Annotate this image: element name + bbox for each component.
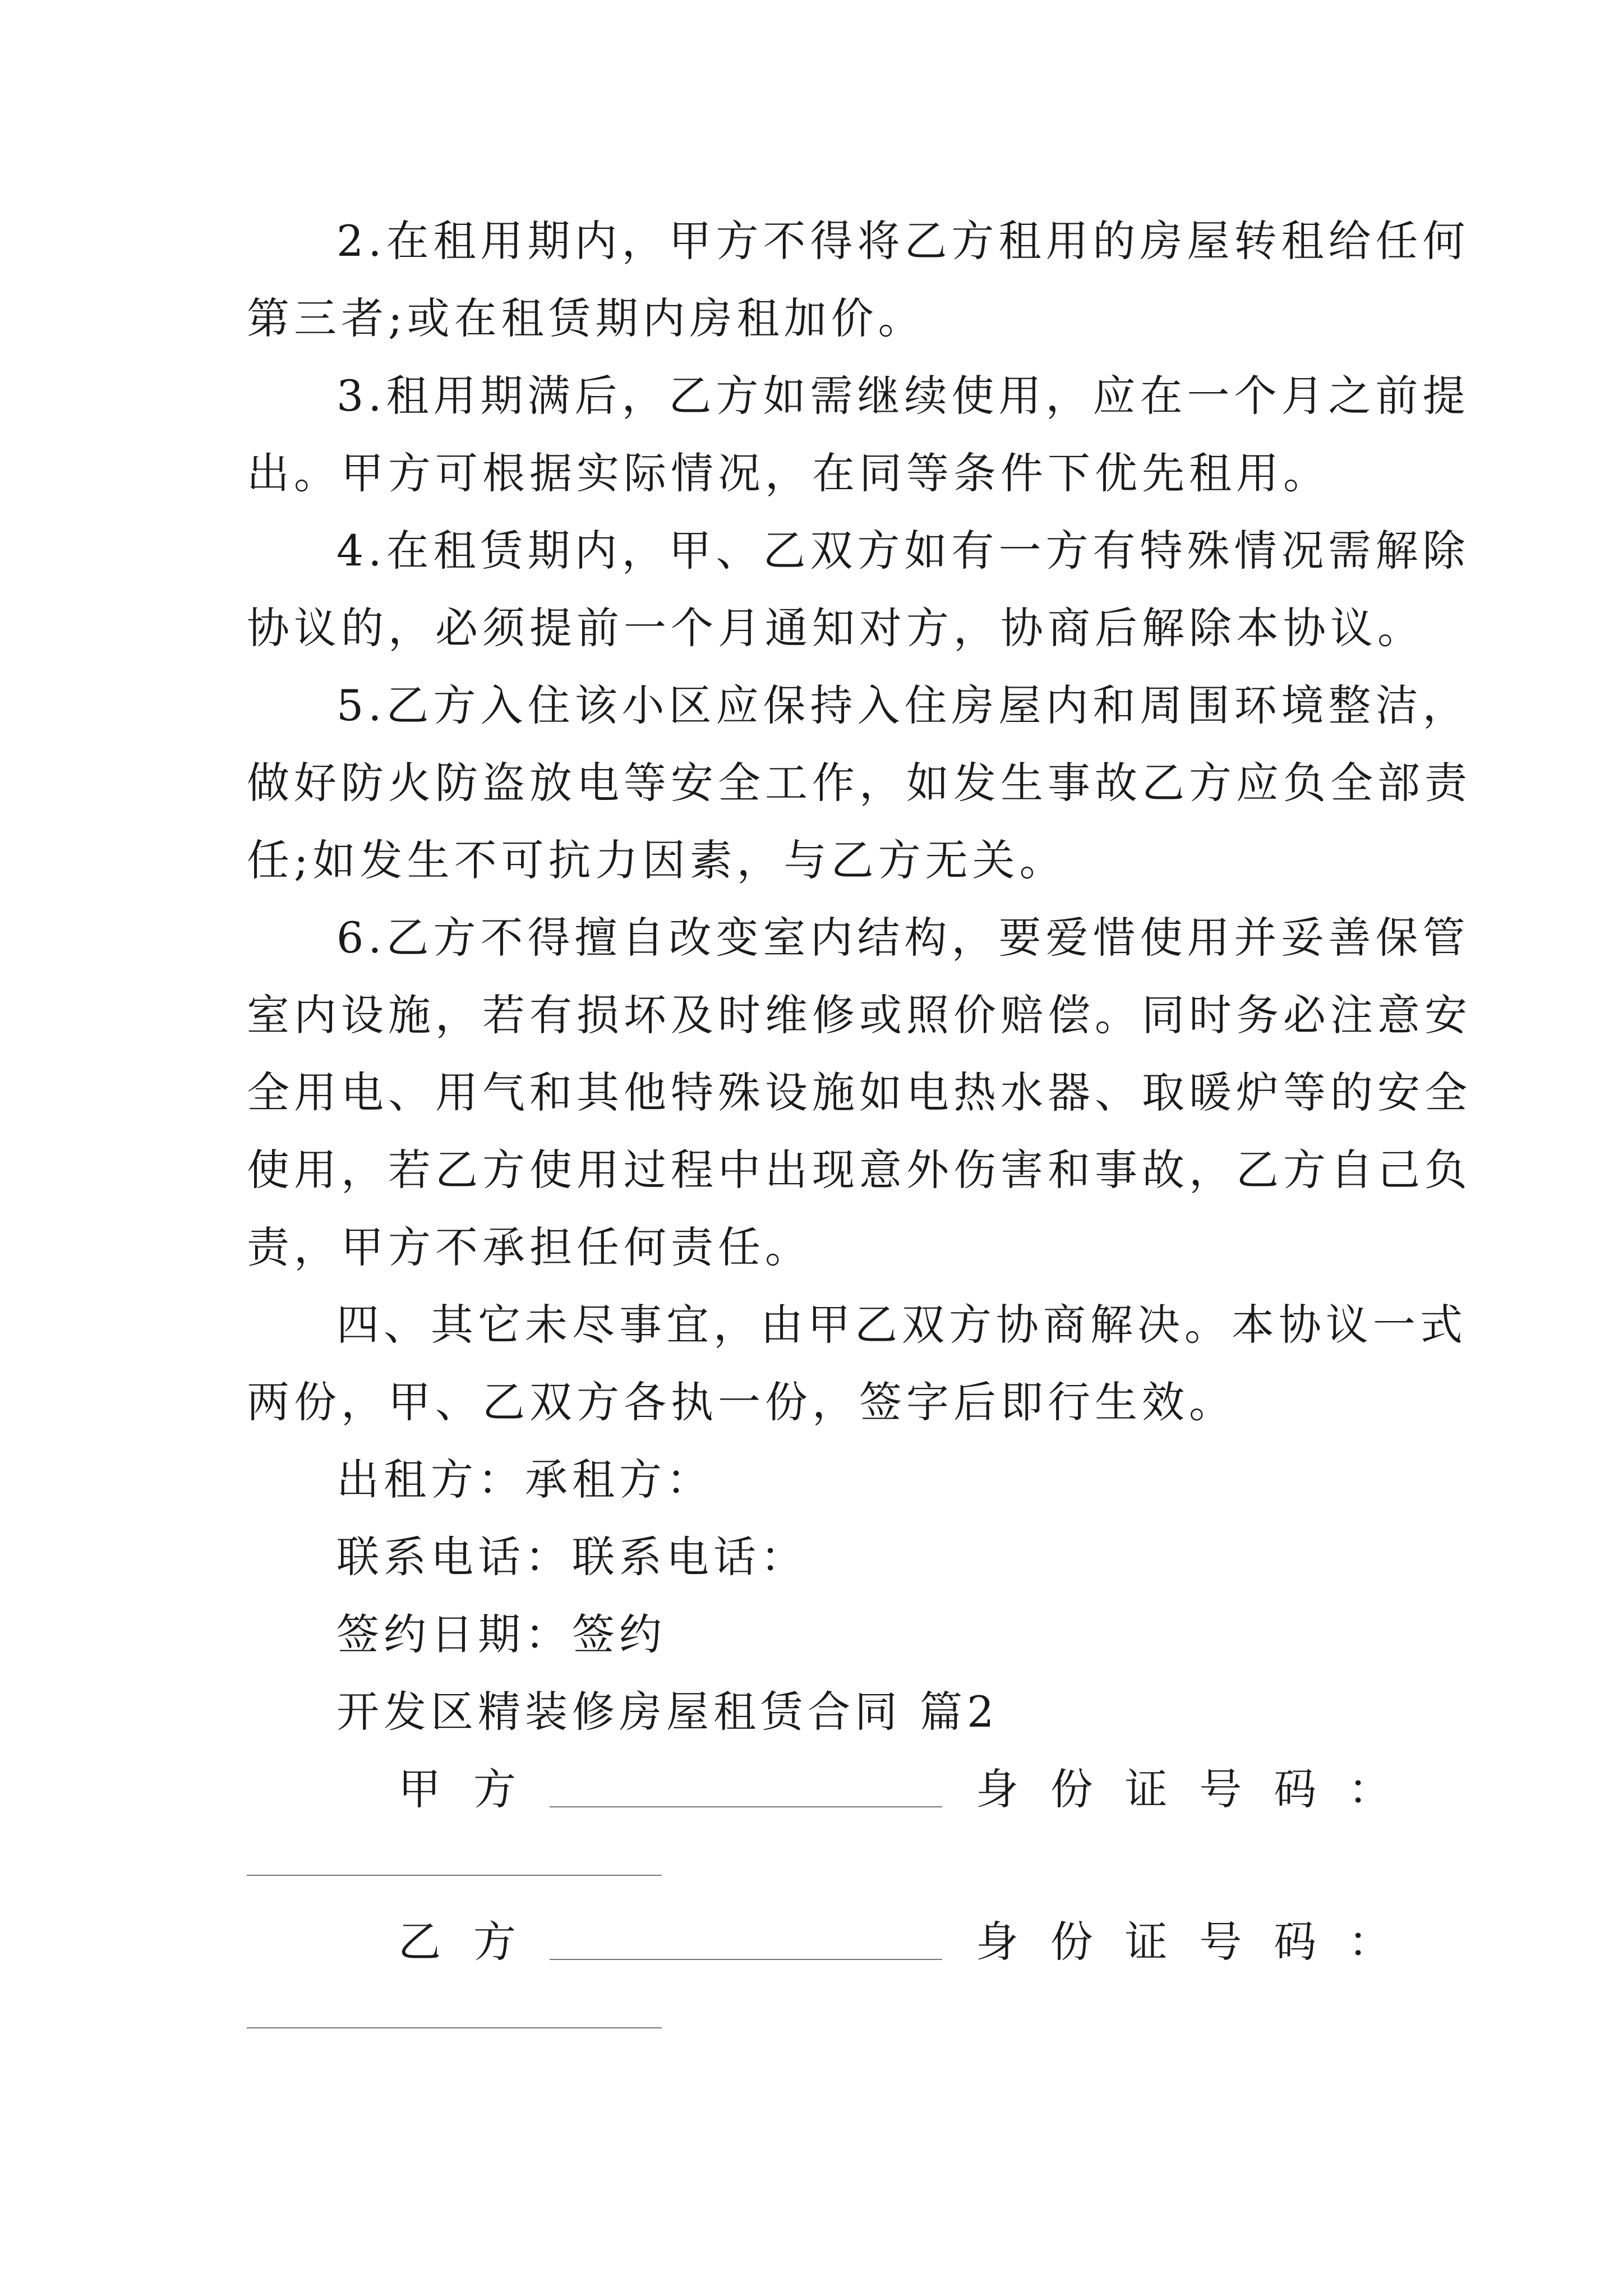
- party-b-id-label-char: 证: [1124, 1917, 1168, 1967]
- party-a-label-char: 方: [473, 1764, 516, 1814]
- party-a-id-label-char: 身: [976, 1764, 1018, 1814]
- party-b-name-blank[interactable]: [550, 1959, 942, 1960]
- party-a-id-label-char: 证: [1124, 1764, 1168, 1814]
- paragraph-4th-line-2: 两份，甲、乙双方各执一份，签字后即行生效。: [247, 1377, 1236, 1427]
- paragraph-6-line-1: 6.乙方不得擅自改变室内结构，要爱惜使用并妥善保管: [336, 913, 1470, 963]
- paragraph-3-line-1: 3.租用期满后，乙方如需继续使用，应在一个月之前提: [336, 371, 1470, 421]
- paragraph-4-line-2: 协议的，必须提前一个月通知对方，协商后解除本协议。: [247, 603, 1424, 653]
- paragraph-2-line-2: 第三者;或在租赁期内房租加价。: [247, 293, 925, 343]
- paragraph-3-line-2: 出。甲方可根据实际情况，在同等条件下优先租用。: [247, 448, 1330, 498]
- paragraph-5-line-3: 任;如发生不可抗力因素，与乙方无关。: [247, 835, 1067, 885]
- section-title: 开发区精装修房屋租赁合同 篇2: [336, 1687, 999, 1737]
- party-b-label-char: 方: [473, 1917, 516, 1967]
- party-a-row: [398, 1761, 1391, 1818]
- lessor-lessee-label: 出租方：承租方：: [336, 1455, 713, 1504]
- party-b-id-blank[interactable]: [247, 2027, 662, 2028]
- party-a-name-blank[interactable]: [550, 1806, 942, 1807]
- paragraph-2-line-1: 2.在租用期内，甲方不得将乙方租用的房屋转租给任何: [336, 216, 1470, 266]
- party-a-id-label-char: 号: [1199, 1764, 1242, 1814]
- party-b-label-char: 乙: [398, 1917, 441, 1967]
- party-a-label: [398, 1761, 516, 1818]
- party-a-id-label-char: 码: [1274, 1764, 1317, 1814]
- paragraph-6-line-5: 责，甲方不承担任何责任。: [247, 1222, 812, 1272]
- paragraph-6-line-3: 全用电、用气和其他特殊设施如电热水器、取暖炉等的安全: [247, 1068, 1472, 1117]
- party-b-row: [398, 1914, 1391, 1970]
- party-b-id-label: [976, 1914, 1391, 1970]
- party-b-id-label-char: ：: [1348, 1917, 1391, 1967]
- party-b-id-label-char: 身: [976, 1917, 1018, 1967]
- paragraph-4th-line-1: 四、其它未尽事宜，由甲乙双方协商解决。本协议一式: [336, 1300, 1467, 1350]
- party-a-id-blank[interactable]: [247, 1875, 662, 1876]
- paragraph-5-line-2: 做好防火防盗放电等安全工作，如发生事故乙方应负全部责: [247, 758, 1472, 808]
- party-a-id-label: [976, 1761, 1391, 1818]
- paragraph-5-line-1: 5.乙方入住该小区应保持入住房屋内和周围环境整洁，: [336, 680, 1470, 730]
- party-b-id-label-char: 份: [1050, 1917, 1093, 1967]
- party-b-id-label-char: 码: [1274, 1917, 1317, 1967]
- paragraph-4-line-1: 4.在租赁期内，甲、乙双方如有一方有特殊情况需解除: [336, 526, 1470, 576]
- signing-date-label: 签约日期：签约: [336, 1609, 666, 1659]
- contact-phone-label: 联系电话：联系电话：: [336, 1532, 808, 1582]
- party-a-id-label-char: 份: [1050, 1764, 1093, 1814]
- paragraph-6-line-4: 使用，若乙方使用过程中出现意外伤害和事故，乙方自己负: [247, 1145, 1472, 1195]
- paragraph-6-line-2: 室内设施，若有损坏及时维修或照价赔偿。同时务必注意安: [247, 990, 1472, 1040]
- party-a-id-label-char: ：: [1348, 1764, 1391, 1814]
- party-b-label: [398, 1914, 516, 1970]
- party-a-label-char: 甲: [398, 1764, 441, 1814]
- party-b-id-label-char: 号: [1199, 1917, 1242, 1967]
